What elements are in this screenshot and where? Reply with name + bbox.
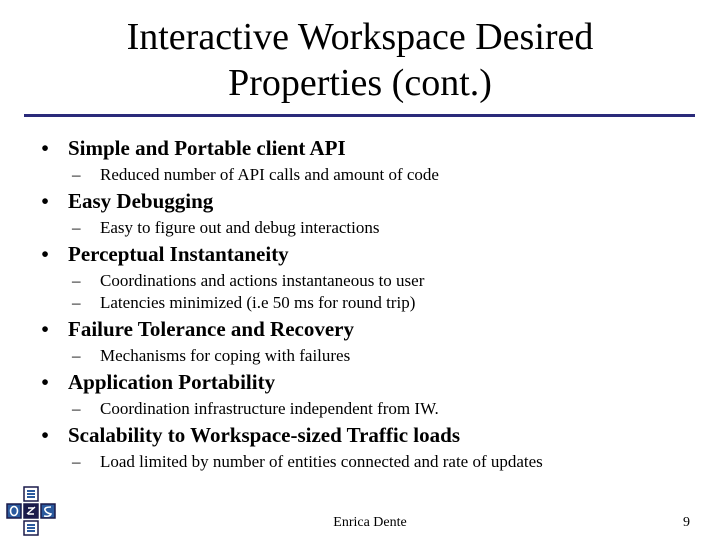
bullet-label: Easy Debugging [68, 189, 214, 213]
bullet-dot-icon: • [41, 189, 49, 213]
sub-label: Latencies minimized (i.e 50 ms for round trip) [100, 293, 416, 312]
sub-item [72, 270, 720, 292]
bullet-dot-icon: • [41, 242, 49, 266]
sub-label: Load limited by number of entities connected and rate of updates [100, 452, 543, 471]
bullet-label: Application Portability [68, 370, 276, 394]
title-divider [24, 114, 695, 117]
bullet-label: Simple and Portable client API [68, 136, 346, 160]
slide-title-line-1: Interactive Workspace Desired [126, 16, 594, 58]
bullet-item [38, 239, 720, 270]
bullet-item [38, 186, 720, 217]
sub-item [72, 451, 720, 473]
sub-item [72, 164, 720, 186]
footer-author: Enrica Dente [333, 515, 407, 530]
sub-item [72, 398, 720, 420]
bullet-label: Perceptual Instantaneity [68, 242, 289, 266]
bullet-dot-icon: • [41, 317, 49, 341]
logo-icon [6, 486, 56, 536]
bullet-dot-icon: • [41, 136, 49, 160]
sub-item [72, 292, 720, 314]
dash-icon: – [72, 271, 81, 290]
bullet-item [38, 367, 720, 398]
bullet-list [0, 133, 720, 473]
dash-icon: – [72, 165, 81, 184]
sub-label: Mechanisms for coping with failures [100, 346, 351, 365]
dash-icon: – [72, 399, 81, 418]
sub-label: Coordinations and actions instantaneous to user [100, 271, 425, 290]
bullet-item [38, 314, 720, 345]
dash-icon: – [72, 218, 81, 237]
sub-item [72, 217, 720, 239]
bullet-dot-icon: • [41, 370, 49, 394]
bullet-dot-icon: • [41, 423, 49, 447]
dash-icon: – [72, 293, 81, 312]
page-number: 9 [683, 515, 690, 530]
bullet-item [38, 420, 720, 451]
slide-title-line-2: Properties (cont.) [228, 62, 492, 104]
dash-icon: – [72, 452, 81, 471]
sub-label: Coordination infrastructure independent from IW. [100, 399, 439, 418]
bullet-item [38, 133, 720, 164]
dash-icon: – [72, 346, 81, 365]
bullet-label: Failure Tolerance and Recovery [68, 317, 354, 341]
sub-item [72, 345, 720, 367]
sub-label: Easy to figure out and debug interactions [100, 218, 380, 237]
bullet-label: Scalability to Workspace-sized Traffic loads [68, 423, 460, 447]
slide-title [40, 14, 680, 106]
sub-label: Reduced number of API calls and amount of code [100, 165, 439, 184]
